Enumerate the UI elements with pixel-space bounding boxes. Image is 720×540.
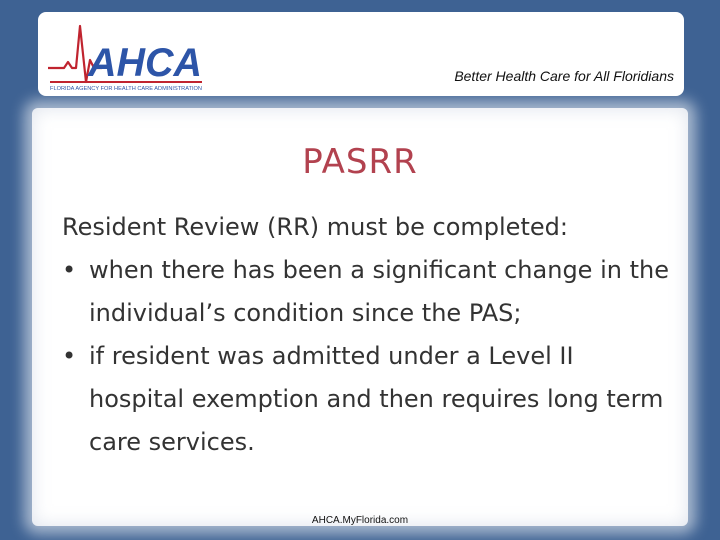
bullet-marker: • bbox=[62, 256, 77, 284]
logo-subtitle: FLORIDA AGENCY FOR HEALTH CARE ADMINISTRATION bbox=[50, 86, 203, 92]
slide-title: PASRR bbox=[302, 142, 418, 182]
bullet-item bbox=[62, 249, 672, 335]
intro-text: Resident Review (RR) must be completed: bbox=[62, 213, 568, 241]
bullet-item bbox=[62, 335, 672, 464]
bullet-marker: • bbox=[62, 342, 77, 370]
slide-body bbox=[62, 206, 672, 464]
header-bar bbox=[38, 12, 684, 96]
logo-wordmark: AHCA bbox=[87, 41, 202, 85]
bullet-text: if resident was admitted under a Level II hospital exemption and then requires long term care services. bbox=[89, 342, 664, 456]
ahca-logo bbox=[46, 16, 206, 96]
bullet-text: when there has been a significant change in the individual’s condition since the PAS; bbox=[89, 256, 669, 327]
footer-url: AHCA.MyFlorida.com bbox=[311, 515, 409, 526]
content-card bbox=[32, 108, 688, 526]
tagline: Better Health Care for All Floridians bbox=[454, 68, 674, 84]
